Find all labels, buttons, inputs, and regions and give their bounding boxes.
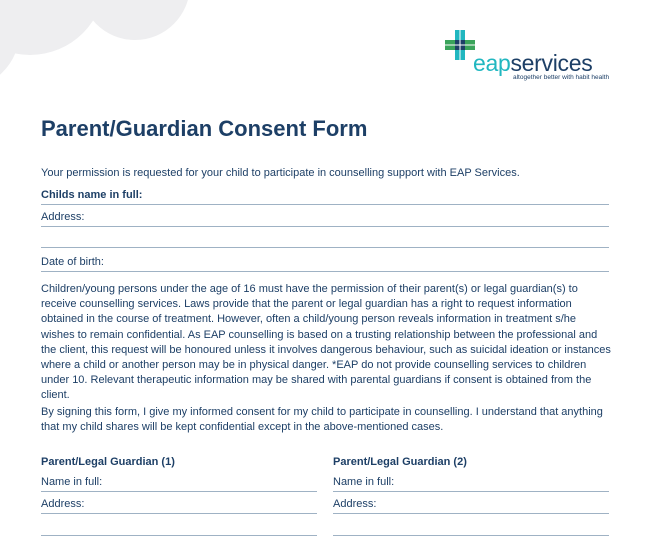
guardian-1-heading: Parent/Legal Guardian (1) (41, 456, 175, 468)
logo-wordmark (473, 50, 592, 77)
guardian-2-address-field[interactable] (333, 498, 609, 514)
guardian-2-address-line-2-field[interactable] (333, 520, 609, 536)
cross-logo-icon (443, 28, 477, 62)
page-title: Parent/Guardian Consent Form (41, 116, 368, 141)
dob-field[interactable] (41, 256, 609, 272)
intro-text: Your permission is requested for your child to participate in counselling support with EAP Services. (41, 167, 520, 179)
guardian-2-heading: Parent/Legal Guardian (2) (333, 456, 467, 468)
guardian-2-address-label: Address: (333, 498, 377, 510)
guardian-1-name-field[interactable] (41, 476, 317, 492)
guardian-1-name-label: Name in full: (41, 476, 103, 488)
decorative-shape (0, 30, 20, 90)
legal-paragraph: Children/young persons under the age of 16 must have the permission of their parent(s) or legal guardian(s) to receive counselling services. Laws provide that the parent or legal guardian has a right to request information obtained in the course of treatment. However, often a child/young person reveals information in treatment s/he wishes to remain confidential. As EAP counselling is based on a trusting relationship between the professional and the client, this request will be honoured unless it involves dangerous behaviour, such as suicidal ideation or instances where a child or another person may be in physical danger. *EAP do not provide counselling services to children under 10. Relevant therapeutic information may be shared with parental guardians if consent is obtained from the client. (41, 283, 611, 402)
logo-word-services: services (510, 50, 593, 76)
logo-word-eap: eap (473, 50, 511, 76)
address-label: Address: (41, 211, 85, 223)
guardian-1-address-line-2-field[interactable] (41, 520, 317, 536)
child-name-field[interactable] (41, 189, 609, 205)
child-name-label: Childs name in full: (41, 189, 143, 201)
address-field[interactable] (41, 211, 609, 227)
logo-tagline: altogether better with habit health (513, 74, 610, 81)
guardian-2-name-label: Name in full: (333, 476, 395, 488)
decorative-circle (80, 0, 190, 40)
address-line-2-field[interactable] (41, 232, 609, 248)
consent-paragraph: By signing this form, I give my informed consent for my child to participate in counselling. I understand that anything that my child shares will be kept confidential except in the above-mentioned cases. (41, 406, 603, 434)
guardian-2-name-field[interactable] (333, 476, 609, 492)
eap-services-logo (443, 28, 643, 88)
dob-label: Date of birth: (41, 256, 104, 268)
guardian-1-address-label: Address: (41, 498, 85, 510)
guardian-1-address-field[interactable] (41, 498, 317, 514)
